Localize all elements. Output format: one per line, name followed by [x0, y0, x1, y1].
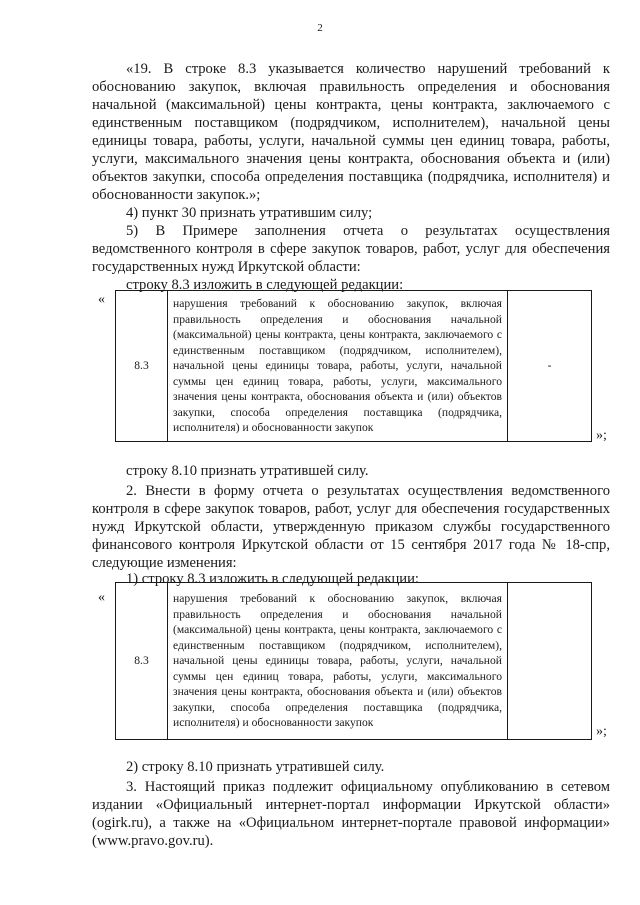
amendment-table-1 — [115, 290, 592, 442]
table1-quote-close: »; — [596, 428, 607, 443]
paragraph-2: 2. Внести в форму отчета о результатах осуществления ведомственного контроля в сфере закупок товаров, работ, услуг для обеспечения государственных нужд Иркутской области, утвержденную приказом службы государственного финансового контроля Иркутской области от 15 сентября 2017 года № 18-спр, следующие изменения: — [92, 483, 610, 571]
table2-row-text: нарушения требований к обоснованию закупок, включая правильность определения и обоснования начальной (максимальной) цены контракта, цены контракта, заключаемого с единственным поставщиком (подрядчиком, исполнителем), начальной цены единицы товара, работы, услуги, начальной суммы цен единиц товара, работы, услуги, максимального значения цены контракта, обоснования объекта и (или) объектов закупки, способа определения поставщика (подрядчика, исполнителя) и обоснованности закупок — [168, 583, 508, 740]
paragraph-3: 3. Настоящий приказ подлежит официальному опубликованию в сетевом издании «Официальный интернет-портал информации Иркутской области» (ogirk.ru), а также на «Официальном интернет-портале правовой информации» (www.pravo.gov.ru). — [92, 779, 610, 849]
table1-row-number: 8.3 — [116, 291, 168, 442]
table1-row-text: нарушения требований к обоснованию закупок, включая правильность определения и обоснования начальной (максимальной) цены контракта, цены контракта, заключаемого с единственным поставщиком (подрядчиком, исполнителем), начальной цены единицы товара, работы, услуги, начальной суммы цен единиц товара, работы, услуги, максимального значения цены контракта, обоснования объекта и (или) объектов закупки, способа определения поставщика (подрядчика, исполнителя) и обоснованности закупок — [168, 291, 508, 442]
table-row — [116, 583, 592, 740]
paragraph-item-4: 4) пункт 30 признать утратившим силу; — [126, 205, 373, 221]
table1-row-value: - — [508, 291, 592, 442]
table2-quote-close: »; — [596, 724, 607, 739]
table2-row-number: 8.3 — [116, 583, 168, 740]
paragraph-2-item-2: 2) строку 8.10 признать утратившей силу. — [126, 759, 385, 775]
paragraph-item-5: 5) В Примере заполнения отчета о результатах осуществления ведомственного контроля в сфере закупок товаров, работ, услуг для обеспечения государственных нужд Иркутской области: — [92, 223, 610, 275]
table1-quote-open: « — [98, 292, 105, 307]
paragraph-19: «19. В строке 8.3 указывается количество нарушений требований к обоснованию закупок, включая правильность определения и обоснования начальной (максимальной) цены контракта, цены контракта, заключаемого с единственным поставщиком (подрядчиком, исполнителем), начальной цены единицы товара, работы, услуги, начальной суммы цен единиц товара, работы, услуги, максимального значения цены контракта, обоснования объекта и (или) объектов закупки, способа определения поставщика (подрядчика, исполнителя) и обоснованности закупок.»; — [92, 61, 610, 203]
paragraph-2-item-1: 1) строку 8.3 изложить в следующей редакции: — [126, 571, 419, 587]
table2-quote-open: « — [98, 590, 105, 605]
paragraph-item-5-row: строку 8.3 изложить в следующей редакции: — [126, 277, 404, 293]
table-row — [116, 291, 592, 442]
amendment-table-2 — [115, 582, 592, 740]
page-number: 2 — [317, 22, 323, 34]
paragraph-item-5-tail: строку 8.10 признать утратившей силу. — [126, 463, 369, 479]
table2-row-value — [508, 583, 592, 740]
